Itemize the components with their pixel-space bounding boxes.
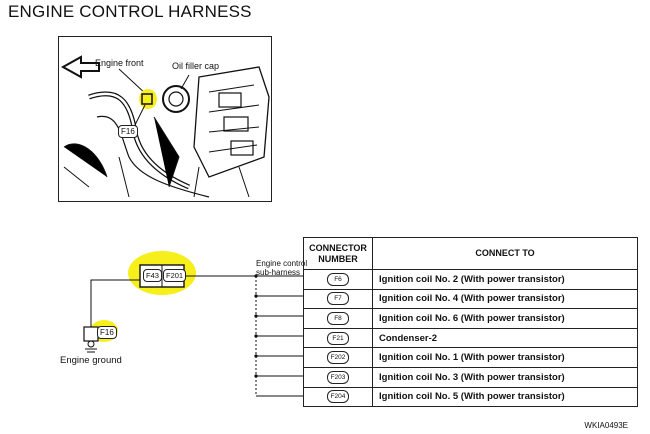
joint-connector-left: F43 — [143, 269, 162, 282]
connector-number: F6 — [327, 273, 349, 286]
table-row — [304, 367, 638, 387]
connect-to-cell: Ignition coil No. 4 (With power transistor) — [373, 289, 638, 309]
header-connect-to: CONNECT TO — [373, 238, 638, 270]
connector-number: F202 — [327, 351, 349, 364]
connector-number: F204 — [327, 390, 349, 403]
sub-harness-label-line2: sub-harness — [256, 268, 301, 277]
connector-number: F8 — [327, 312, 349, 325]
figure-code: WKIA0493E — [584, 421, 628, 430]
connector-table — [303, 237, 638, 407]
connect-to-cell: Ignition coil No. 3 (With power transistor) — [373, 367, 638, 387]
joint-connector-right: F201 — [163, 269, 186, 282]
photo-connector-tag: F16 — [118, 125, 138, 138]
table-row — [304, 387, 638, 407]
connect-to-cell: Ignition coil No. 1 (With power transistor) — [373, 348, 638, 368]
connect-to-cell: Ignition coil No. 5 (With power transistor) — [373, 387, 638, 407]
ground-connector-tag: F16 — [97, 326, 117, 339]
sub-harness-label-line1: Engine control — [256, 259, 308, 268]
table-row — [304, 328, 638, 348]
header-connector-line2: NUMBER — [318, 253, 358, 264]
oil-filler-cap-label: Oil filler cap — [172, 61, 220, 71]
table-row — [304, 289, 638, 309]
connect-to-cell: Ignition coil No. 2 (With power transistor) — [373, 270, 638, 290]
page-title: ENGINE CONTROL HARNESS — [8, 2, 252, 21]
table-row — [304, 348, 638, 368]
table-row — [304, 309, 638, 329]
engine-ground-label: Engine ground — [60, 355, 122, 366]
header-connector-number — [304, 238, 373, 270]
table-header-row — [304, 238, 638, 270]
connector-number: F203 — [327, 371, 349, 384]
connect-to-cell: Condenser-2 — [373, 328, 638, 348]
connect-to-cell: Ignition coil No. 6 (With power transistor) — [373, 309, 638, 329]
connector-number: F21 — [327, 332, 349, 345]
table-row — [304, 270, 638, 290]
engine-front-label: Engine front — [95, 58, 144, 68]
connector-number: F7 — [327, 292, 349, 305]
header-connector-line1: CONNECTOR — [309, 242, 367, 253]
